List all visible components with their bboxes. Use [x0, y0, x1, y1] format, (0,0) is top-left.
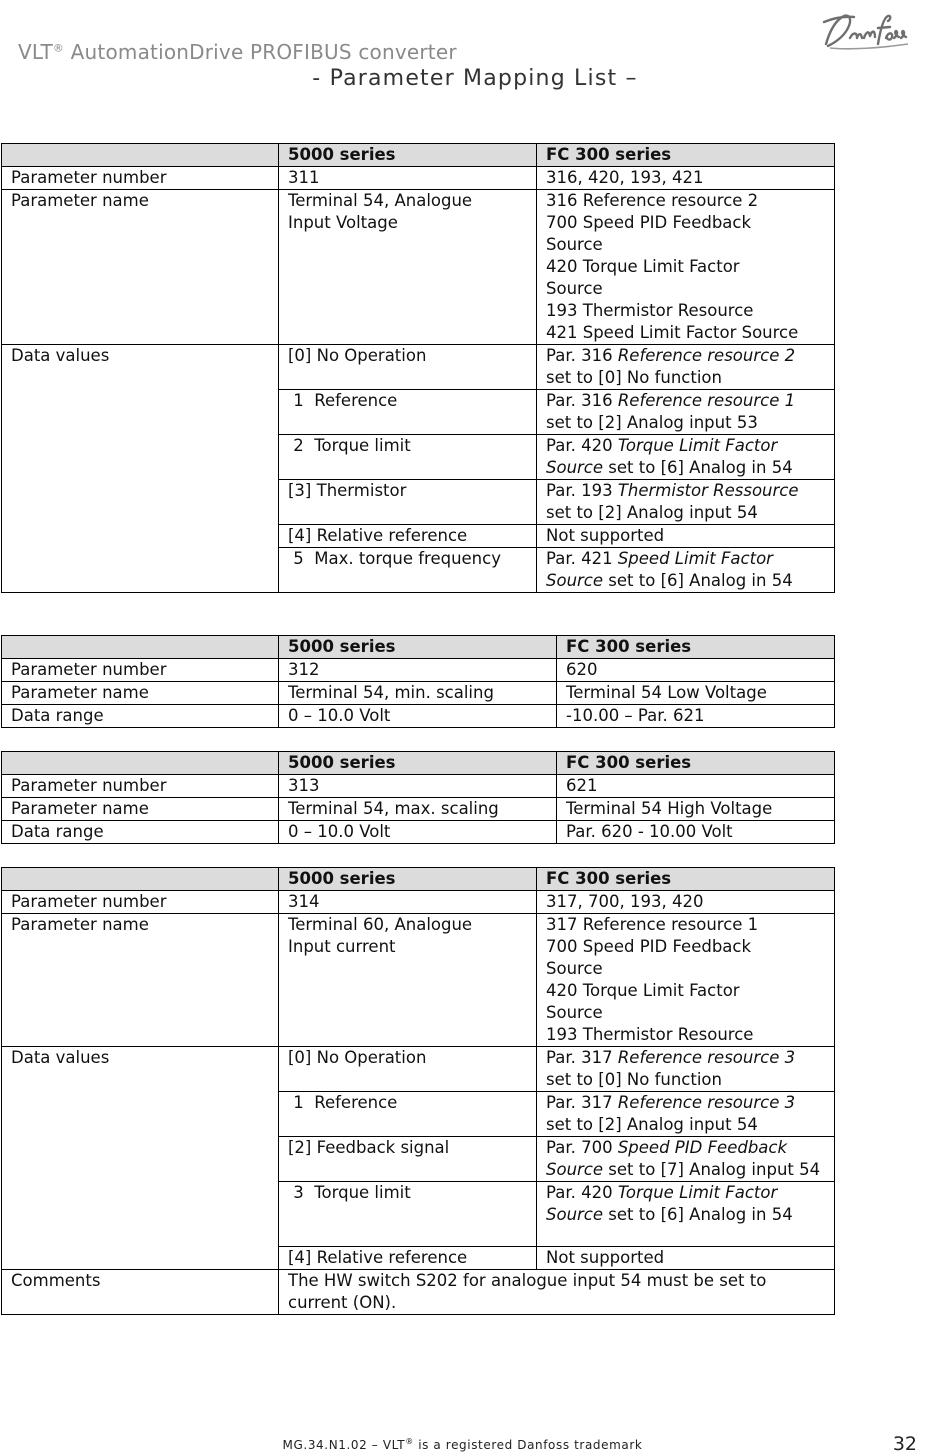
cell-5000-value: [4] Relative reference: [279, 1247, 537, 1270]
fc300-param-line: 193 Thermistor Resource: [546, 301, 754, 320]
fc300-param-line: 700 Speed PID Feedback Source: [546, 213, 752, 254]
header-blank-cell: [2, 636, 279, 659]
cell-5000-value: 311: [279, 167, 537, 190]
cell-5000-value: 3 Torque limit: [279, 1182, 537, 1247]
cell-5000-value: [2] Feedback signal: [279, 1137, 537, 1182]
cell-5000-value: Terminal 54, min. scaling: [279, 682, 557, 705]
table-row: [2, 682, 835, 705]
cell-5000-value: [0] No Operation: [279, 345, 537, 390]
cell-fc300-value: 317, 700, 193, 420: [537, 891, 835, 914]
cell-fc300-value: Par. 317 Reference resource 3 set to [0] No function: [537, 1047, 835, 1092]
cell-5000-value: 2 Torque limit: [279, 435, 537, 480]
cell-5000-value: Terminal 54, max. scaling: [279, 798, 557, 821]
header-fc300-series: FC 300 series: [557, 636, 835, 659]
cell-fc300-value: -10.00 – Par. 621: [557, 705, 835, 728]
table-row: [2, 705, 835, 728]
page-footer: [0, 1437, 925, 1452]
cell-fc300-value: Par. 421 Speed Limit Factor Source set to [6] Analog in 54: [537, 548, 835, 593]
cell-fc300-value: 621: [557, 775, 835, 798]
cell-fc300-value: Par. 700 Speed PID Feedback Source set to [7] Analog input 54: [537, 1137, 835, 1182]
table-header-row: [2, 144, 835, 167]
header-5000-series: 5000 series: [279, 636, 557, 659]
cell-5000-value: Terminal 54, Analogue Input Voltage: [279, 190, 537, 345]
mapping-table-311: [1, 143, 835, 593]
cell-5000-value: 5 Max. torque frequency: [279, 548, 537, 593]
row-label-parameter-number: Parameter number: [2, 891, 279, 914]
brand-registered-mark: ®: [52, 41, 65, 55]
table-row: [2, 798, 835, 821]
fc300-param-line: 420 Torque Limit Factor Source: [546, 257, 740, 298]
cell-5000-value: 0 – 10.0 Volt: [279, 821, 557, 844]
cell-fc300-value: Par. 316 Reference resource 2 set to [0] No function: [537, 345, 835, 390]
header-blank-cell: [2, 868, 279, 891]
cell-fc300-value: Par. 316 Reference resource 1 set to [2] Analog input 53: [537, 390, 835, 435]
row-label-parameter-name: Parameter name: [2, 190, 279, 345]
cell-fc300-value: 316, 420, 193, 421: [537, 167, 835, 190]
danfoss-logo: [820, 8, 915, 56]
header-fc300-series: FC 300 series: [537, 144, 835, 167]
table-header-row: [2, 636, 835, 659]
cell-5000-value: 1 Reference: [279, 1092, 537, 1137]
row-label: Parameter number: [2, 775, 279, 798]
row-label: Parameter name: [2, 798, 279, 821]
document-brand-header: [18, 40, 457, 64]
row-label: Data range: [2, 705, 279, 728]
header-fc300-series: FC 300 series: [557, 752, 835, 775]
cell-5000-value: 312: [279, 659, 557, 682]
fc300-param-line: 317 Reference resource 1: [546, 915, 759, 934]
header-blank-cell: [2, 752, 279, 775]
brand-prefix: VLT: [18, 40, 53, 64]
cell-fc300-value: Par. 620 - 10.00 Volt: [557, 821, 835, 844]
header-blank-cell: [2, 144, 279, 167]
mapping-table-312: [1, 635, 835, 728]
cell-fc300-value: Not supported: [537, 525, 835, 548]
table-row: [2, 1047, 835, 1092]
table-row: [2, 190, 835, 345]
mapping-table-313: [1, 751, 835, 844]
cell-5000-value: 313: [279, 775, 557, 798]
fc300-param-line: 420 Torque Limit Factor Source: [546, 981, 740, 1022]
header-fc300-series: FC 300 series: [537, 868, 835, 891]
brand-suffix: AutomationDrive PROFIBUS converter: [64, 40, 457, 64]
row-label-comments: Comments: [2, 1270, 279, 1315]
row-label-data-values: Data values: [2, 1047, 279, 1270]
row-label: Parameter number: [2, 659, 279, 682]
row-label-parameter-name: Parameter name: [2, 914, 279, 1047]
table-row: [2, 775, 835, 798]
footer-doc-code: MG.34.N1.02 – VLT: [282, 1438, 406, 1452]
fc300-param-line: 193 Thermistor Resource: [546, 1025, 754, 1044]
table-row: [2, 914, 835, 1047]
cell-comments-text: The HW switch S202 for analogue input 54 must be set to current (ON).: [279, 1270, 835, 1315]
cell-5000-value: 1 Reference: [279, 390, 537, 435]
cell-fc300-value: [537, 190, 835, 345]
footer-trademark: is a registered Danfoss trademark: [413, 1438, 643, 1452]
fc300-param-line: 421 Speed Limit Factor Source: [546, 323, 799, 342]
cell-5000-value: Terminal 60, Analogue Input current: [279, 914, 537, 1047]
header-5000-series: 5000 series: [279, 144, 537, 167]
row-label: Parameter name: [2, 682, 279, 705]
table-row: [2, 821, 835, 844]
row-label-parameter-number: Parameter number: [2, 167, 279, 190]
cell-fc300-value: [537, 914, 835, 1047]
table-row: [2, 659, 835, 682]
footer-registered-mark: ®: [405, 1437, 414, 1446]
cell-fc300-value: Terminal 54 High Voltage: [557, 798, 835, 821]
cell-fc300-value: Par. 193 Thermistor Ressource set to [2] Analog input 54: [537, 480, 835, 525]
table-row: [2, 891, 835, 914]
cell-fc300-value: Not supported: [537, 1247, 835, 1270]
cell-fc300-value: Terminal 54 Low Voltage: [557, 682, 835, 705]
cell-fc300-value: Par. 317 Reference resource 3 set to [2] Analog input 54: [537, 1092, 835, 1137]
cell-fc300-value: 620: [557, 659, 835, 682]
table-row: [2, 1270, 835, 1315]
fc300-param-line: 700 Speed PID Feedback Source: [546, 937, 752, 978]
header-5000-series: 5000 series: [279, 752, 557, 775]
header-5000-series: 5000 series: [279, 868, 537, 891]
table-header-row: [2, 752, 835, 775]
table-row: [2, 345, 835, 390]
cell-5000-value: 314: [279, 891, 537, 914]
table-header-row: [2, 868, 835, 891]
table-row: [2, 167, 835, 190]
cell-5000-value: [3] Thermistor: [279, 480, 537, 525]
page-title: - Parameter Mapping List –: [312, 66, 638, 91]
page-number: 32: [892, 1433, 917, 1455]
cell-5000-value: 0 – 10.0 Volt: [279, 705, 557, 728]
fc300-param-line: 316 Reference resource 2: [546, 191, 759, 210]
cell-fc300-value: Par. 420 Torque Limit Factor Source set to [6] Analog in 54: [537, 435, 835, 480]
cell-5000-value: [4] Relative reference: [279, 525, 537, 548]
row-label: Data range: [2, 821, 279, 844]
row-label-data-values: Data values: [2, 345, 279, 593]
mapping-table-314: [1, 867, 835, 1315]
cell-fc300-value: Par. 420 Torque Limit Factor Source set to [6] Analog in 54: [537, 1182, 835, 1247]
cell-5000-value: [0] No Operation: [279, 1047, 537, 1092]
